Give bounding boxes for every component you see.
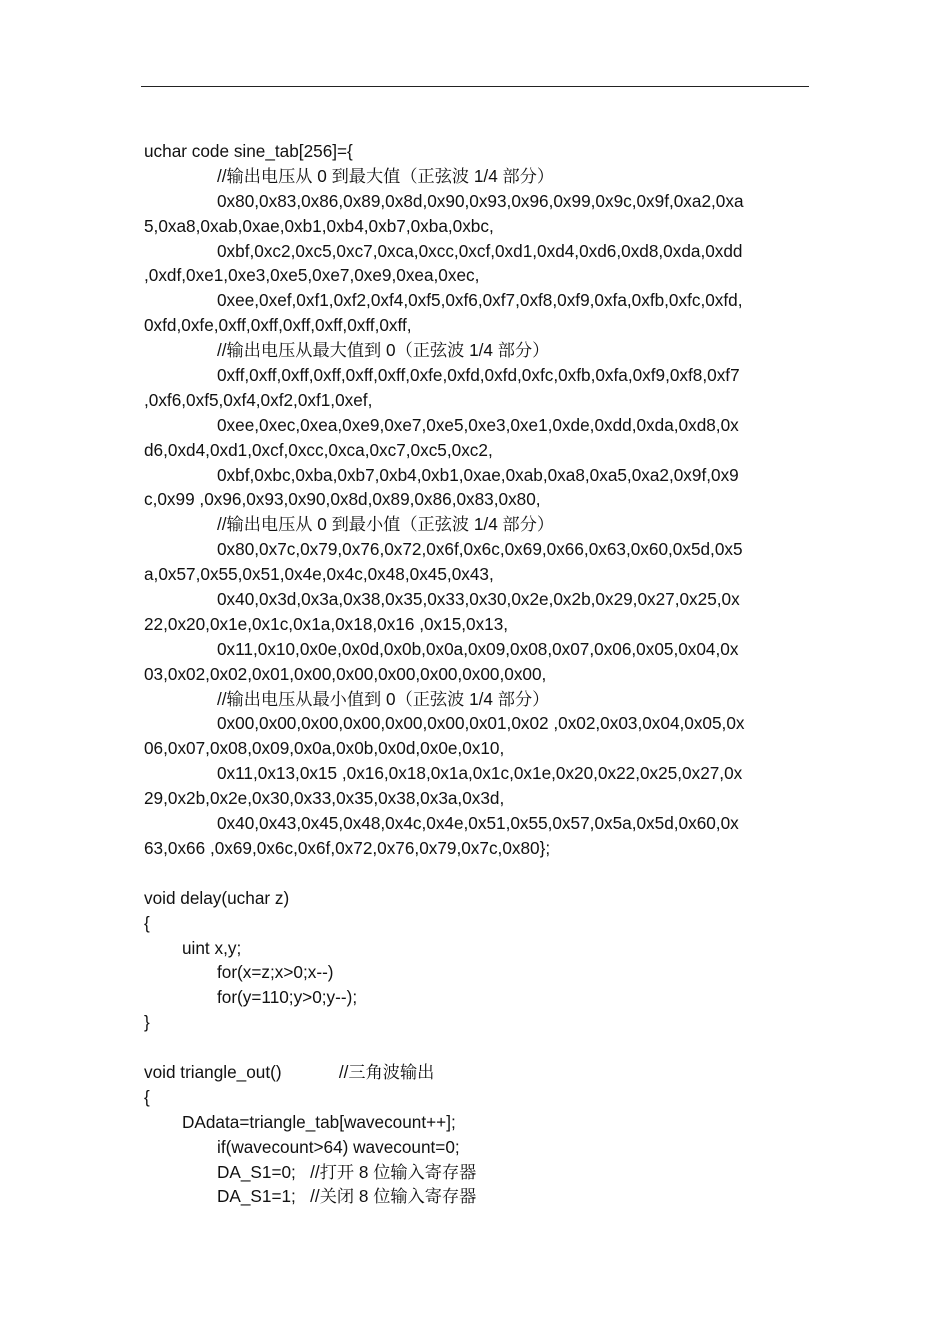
code-line: a,0x57,0x55,0x51,0x4e,0x4c,0x48,0x45,0x43, [144, 564, 494, 585]
code-line: 63,0x66 ,0x69,0x6c,0x6f,0x72,0x76,0x79,0x7c,0x80}; [144, 837, 551, 858]
code-line: 0xfd,0xfe,0xff,0xff,0xff,0xff,0xff,0xff, [144, 315, 412, 336]
code-line: 0x00,0x00,0x00,0x00,0x00,0x00,0x01,0x02 ,0x02,0x03,0x04,0x05,0x [217, 713, 745, 734]
code-line: 0x40,0x43,0x45,0x48,0x4c,0x4e,0x51,0x55,0x57,0x5a,0x5d,0x60,0x [217, 813, 739, 834]
code-line: for(y=110;y>0;y--); [217, 987, 358, 1008]
code-line: } [144, 1012, 150, 1033]
code-line: DA_S1=1; //关闭 8 位输入寄存器 [217, 1186, 477, 1207]
code-line: DAdata=triangle_tab[wavecount++]; [182, 1111, 456, 1132]
code-line: 22,0x20,0x1e,0x1c,0x1a,0x18,0x16 ,0x15,0x13, [144, 613, 509, 634]
code-line: 03,0x02,0x02,0x01,0x00,0x00,0x00,0x00,0x00,0x00, [144, 663, 547, 684]
code-line: uint x,y; [182, 937, 242, 958]
code-line [144, 861, 814, 886]
code-comment-line: //输出电压从最小值到 0（正弦波 1/4 部分） [217, 688, 550, 709]
code-line: 0x80,0x7c,0x79,0x76,0x72,0x6f,0x6c,0x69,0x66,0x63,0x60,0x5d,0x5 [217, 539, 743, 560]
code-line: 0xff,0xff,0xff,0xff,0xff,0xff,0xfe,0xfd,0xfd,0xfc,0xfb,0xfa,0xf9,0xf8,0xf7 [217, 365, 740, 386]
code-line: if(wavecount>64) wavecount=0; [217, 1136, 460, 1157]
code-line: 0x11,0x13,0x15 ,0x16,0x18,0x1a,0x1c,0x1e,0x20,0x22,0x25,0x27,0x [217, 763, 743, 784]
code-comment-line: //输出电压从 0 到最大值（正弦波 1/4 部分） [217, 165, 555, 186]
code-line: 0x40,0x3d,0x3a,0x38,0x35,0x33,0x30,0x2e,0x2b,0x29,0x27,0x25,0x [217, 589, 740, 610]
code-line: 0x80,0x83,0x86,0x89,0x8d,0x90,0x93,0x96,0x99,0x9c,0x9f,0xa2,0xa [217, 190, 744, 211]
code-line: ,0xf6,0xf5,0xf4,0xf2,0xf1,0xef, [144, 389, 373, 410]
code-line: uchar code sine_tab[256]={ [144, 141, 353, 161]
code-line: DA_S1=0; //打开 8 位输入寄存器 [217, 1161, 477, 1182]
code-line: 0xee,0xec,0xea,0xe9,0xe7,0xe5,0xe3,0xe1,0xde,0xdd,0xda,0xd8,0x [217, 414, 739, 435]
code-line: c,0x99 ,0x96,0x93,0x90,0x8d,0x89,0x86,0x83,0x80, [144, 489, 541, 510]
code-line: for(x=z;x>0;x--) [217, 962, 334, 983]
code-listing [144, 139, 814, 1209]
code-line: 0xbf,0xc2,0xc5,0xc7,0xca,0xcc,0xcf,0xd1,0xd4,0xd6,0xd8,0xda,0xdd [217, 240, 743, 261]
code-line: 06,0x07,0x08,0x09,0x0a,0x0b,0x0d,0x0e,0x10, [144, 738, 505, 759]
code-line [144, 1035, 814, 1060]
code-comment-line: //输出电压从最大值到 0（正弦波 1/4 部分） [217, 340, 550, 361]
code-line: void delay(uchar z) [144, 887, 290, 908]
code-line: 29,0x2b,0x2e,0x30,0x33,0x35,0x38,0x3a,0x3d, [144, 788, 505, 809]
code-line: 0x11,0x10,0x0e,0x0d,0x0b,0x0a,0x09,0x08,0x07,0x06,0x05,0x04,0x [217, 638, 739, 659]
code-line: 5,0xa8,0xab,0xae,0xb1,0xb4,0xb7,0xba,0xbc, [144, 215, 494, 236]
header-rule [141, 86, 809, 87]
code-line: void triangle_out() //三角波输出 [144, 1061, 435, 1082]
code-line: 0xbf,0xbc,0xba,0xb7,0xb4,0xb1,0xae,0xab,0xa8,0xa5,0xa2,0x9f,0x9 [217, 464, 739, 485]
code-line: { [144, 1086, 150, 1107]
code-comment-line: //输出电压从 0 到最小值（正弦波 1/4 部分） [217, 514, 555, 535]
code-line: { [144, 912, 150, 933]
code-line: 0xee,0xef,0xf1,0xf2,0xf4,0xf5,0xf6,0xf7,0xf8,0xf9,0xfa,0xfb,0xfc,0xfd, [217, 290, 743, 311]
code-line: ,0xdf,0xe1,0xe3,0xe5,0xe7,0xe9,0xea,0xec, [144, 265, 480, 286]
code-line: d6,0xd4,0xd1,0xcf,0xcc,0xca,0xc7,0xc5,0xc2, [144, 439, 493, 460]
